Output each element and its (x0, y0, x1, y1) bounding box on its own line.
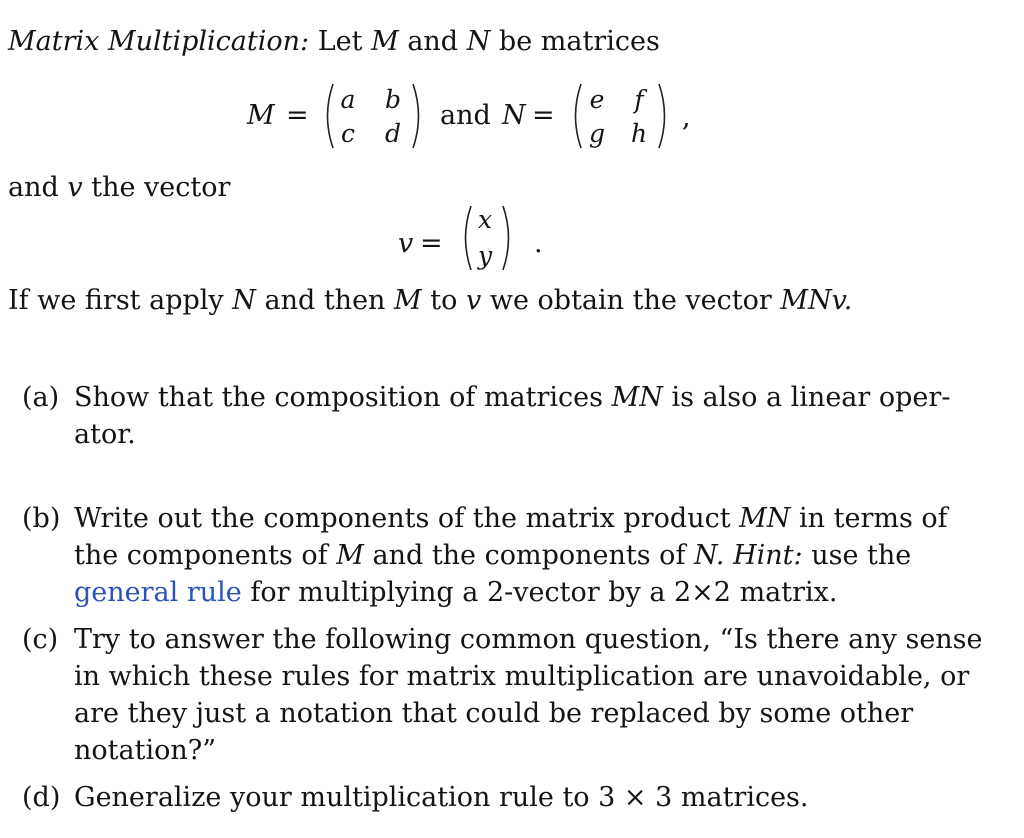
symbol-N: N. (694, 540, 725, 571)
section-title: Matrix Multiplication: (8, 26, 310, 57)
part-text: for multiplying a 2-vector by a 2×2 matrix. (250, 577, 838, 608)
symbol-v: v (466, 285, 482, 316)
matrix-N-cell: g (588, 119, 605, 148)
matrix-N-label: N (502, 100, 526, 131)
part-line: Try to answer the following common question, “Is there any sense (74, 624, 983, 655)
vector-intro-line (8, 170, 230, 206)
part-text: in terms of (799, 503, 948, 534)
and-word: and (8, 172, 59, 203)
part-text: the components of (74, 540, 328, 571)
right-paren-icon (500, 204, 516, 272)
part-text: use the (811, 540, 912, 571)
part-line: Generalize your multiplication rule to 3 × 3 matrices. (74, 782, 809, 813)
matrix-N-cell: e (589, 85, 605, 114)
apply-text: and then (264, 285, 386, 316)
apply-text: we obtain the vector (489, 285, 772, 316)
symbol-M: M (394, 285, 422, 316)
matrix-M-cell: a (340, 85, 356, 114)
symbol-M: M (336, 540, 364, 571)
part-text: and the components of (372, 540, 686, 571)
part-text: Write out the components of the matrix product (74, 503, 731, 534)
matrix-M-cell: b (384, 85, 401, 114)
apply-text: to (430, 285, 458, 316)
symbol-MNv: MNv. (780, 285, 853, 316)
part-line (74, 538, 911, 574)
part-label: (b) (22, 503, 61, 534)
let-text: Let (317, 26, 363, 57)
matrix-M-cell: c (340, 119, 355, 148)
matrix-M-cell: d (384, 119, 401, 148)
matrix-N-cell: f (634, 85, 644, 114)
symbol-N: N (466, 26, 491, 57)
part-line (74, 380, 950, 416)
part-line (74, 501, 948, 537)
equals-sign: = (420, 228, 443, 259)
symbol-v: v (67, 172, 83, 203)
part-label: (d) (22, 782, 61, 813)
vector-v-cell: y (477, 241, 493, 270)
part-text: Show that the composition of matrices (74, 382, 604, 413)
part-line (74, 417, 136, 453)
part-line: notation?” (74, 735, 217, 766)
and-word: and (407, 26, 459, 57)
part-line (74, 575, 837, 611)
general-rule-link[interactable]: general rule (74, 577, 242, 608)
matrix-N-cell: h (630, 119, 648, 148)
be-matrices-text: be matrices (498, 26, 660, 57)
comma: , (682, 102, 691, 133)
period: . (534, 228, 543, 259)
intro-line (8, 24, 660, 60)
part-text: ator. (74, 419, 136, 450)
part-line: are they just a notation that could be replaced by some other (74, 698, 914, 729)
equals-sign: = (532, 100, 555, 131)
apply-line (8, 283, 852, 319)
right-paren-icon (656, 82, 672, 150)
matrix-M-label: M (247, 100, 275, 131)
vector-v-cell: x (477, 205, 493, 234)
symbol-MN: MN (739, 503, 791, 534)
equals-sign: = (286, 100, 309, 131)
symbol-N: N (232, 285, 256, 316)
and-word: and (440, 100, 491, 131)
right-paren-icon (410, 82, 426, 150)
apply-text: If we first apply (8, 285, 224, 316)
the-vector-text: the vector (91, 172, 231, 203)
symbol-M: M (371, 26, 399, 57)
hint-label: Hint: (733, 540, 803, 571)
symbol-MN: MN (611, 382, 663, 413)
part-line: in which these rules for matrix multiplication are unavoidable, or (74, 661, 970, 692)
part-label: (c) (22, 624, 59, 655)
part-text: is also a linear oper- (671, 382, 951, 413)
vector-v-label: v (398, 228, 414, 259)
part-label: (a) (22, 382, 60, 413)
